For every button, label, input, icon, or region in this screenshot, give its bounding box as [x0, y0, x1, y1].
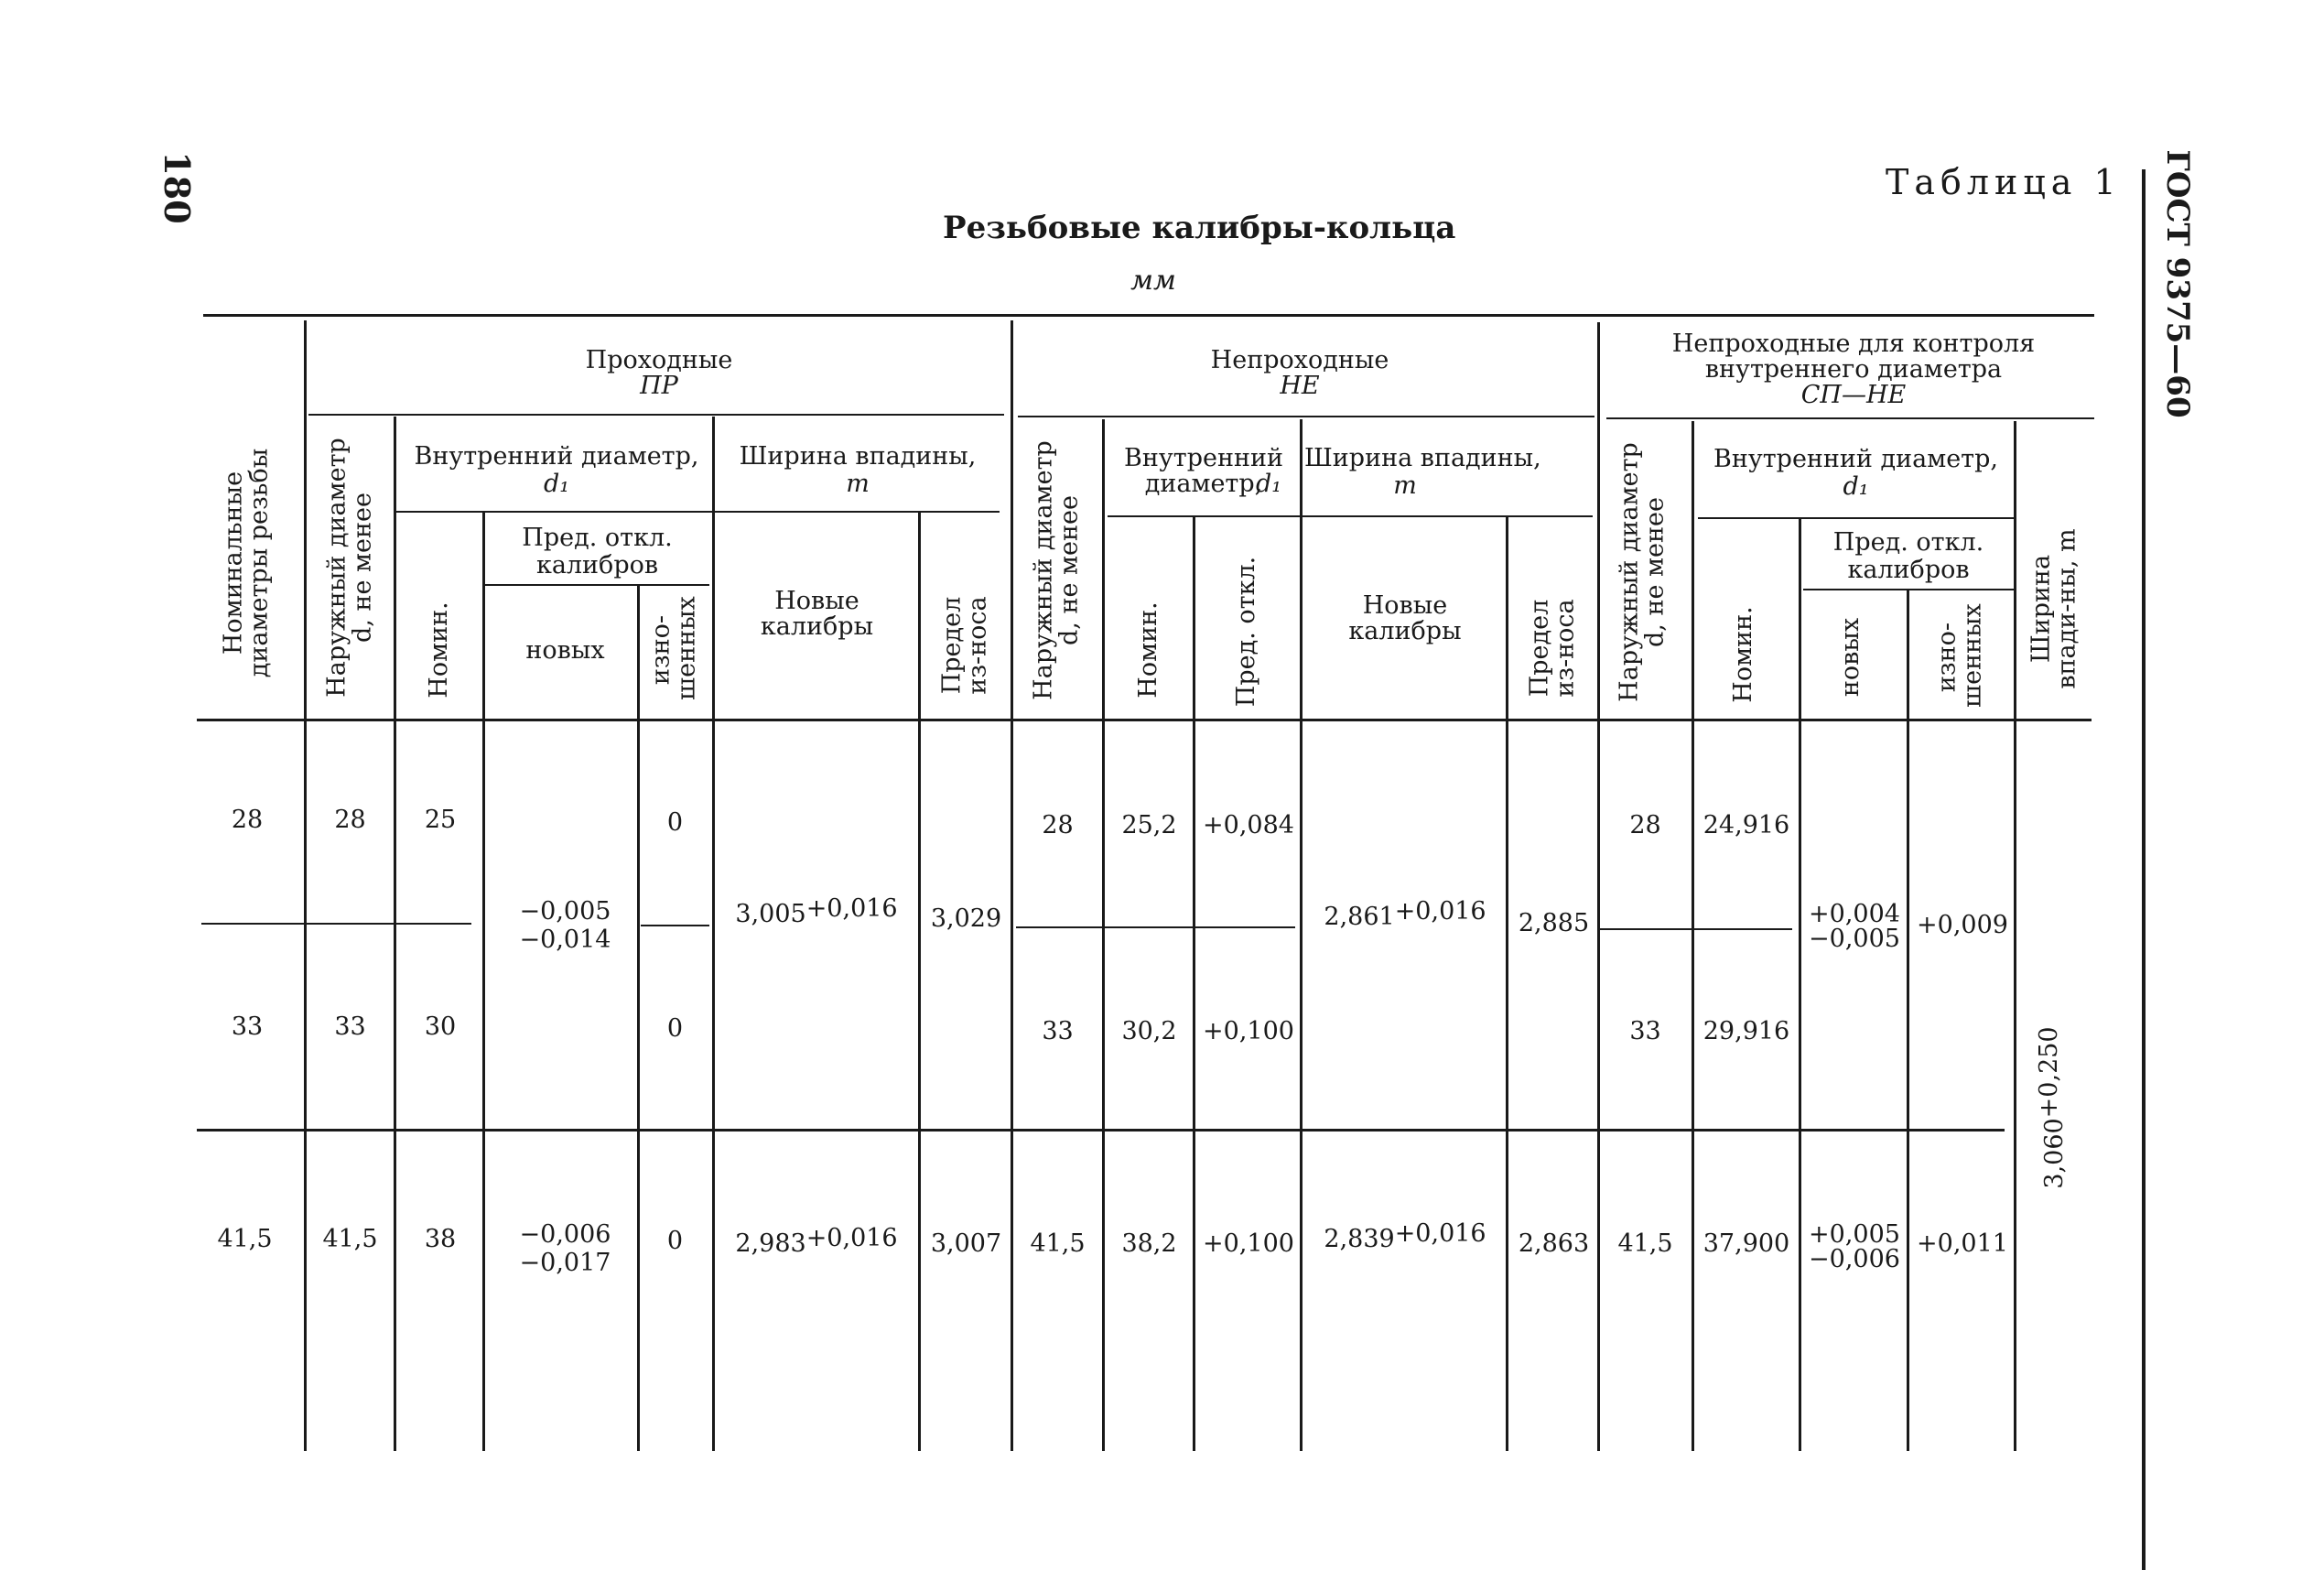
go-dev-rule: [485, 584, 709, 586]
cell-nominal-28: 28: [231, 806, 264, 834]
nogo-width-tolerance: +0,016: [1394, 1219, 1486, 1248]
row-sep-2: [197, 1129, 2005, 1131]
nogo-sub-rule: [1108, 515, 1593, 517]
cell-nogo-outer-33: 33: [1042, 1017, 1074, 1045]
table-top-rule: [203, 314, 2094, 317]
header-sp-title: Непроходные для контроля внутреннего диаметра: [1671, 330, 2036, 384]
header-sp-code: СП—НЕ: [1800, 381, 1907, 409]
cell-nogo-dev-33: +0,100: [1203, 1017, 1294, 1045]
cell-go-worn-33: 0: [666, 1014, 684, 1043]
col-rule: [712, 417, 715, 1451]
cell-sp-dev-new-41-5: [1803, 1222, 1906, 1272]
header-go-width-limit: Предел из-носа: [937, 596, 992, 695]
col-rule: [637, 584, 640, 1451]
header-go-dev: Пред. откл. калибров: [522, 524, 673, 579]
nogo-width-tolerance: +0,016: [1394, 897, 1486, 926]
cell-nominal-41-5: 41,5: [217, 1225, 273, 1253]
col-rule: [304, 320, 307, 1451]
header-go-dev-new: новых: [525, 636, 605, 665]
cell-go-dev-new-41-5: [494, 1220, 636, 1277]
cell-nogo-limit-group1: 2,885: [1518, 909, 1590, 937]
sp-dev-new-lower: −0,005: [1809, 925, 1900, 953]
header-sp-nomin: Номин.: [1728, 606, 1757, 703]
gost-code: ГОСТ 9375—60: [2158, 149, 2196, 418]
cell-go-outer-41-5: 41,5: [322, 1225, 378, 1253]
header-go-nomin: Номин.: [424, 601, 453, 698]
col-rule: [1011, 320, 1013, 1451]
nogo-width-value: 2,839: [1324, 1225, 1395, 1253]
cell-sp-nomin-28: 24,916: [1702, 811, 1790, 839]
header-sp-outer: Наружный диаметр d, не менее: [1615, 442, 1670, 702]
col-rule: [1799, 517, 1801, 1451]
cell-nogo-dev-28: +0,084: [1203, 811, 1294, 839]
nogo-width-value: 2,861: [1324, 903, 1395, 931]
cell-nogo-outer-28: 28: [1042, 811, 1074, 839]
cell-go-nomin-28: 25: [424, 806, 457, 834]
header-nogo-dev: Пред. откл.: [1231, 556, 1260, 708]
col-rule: [1506, 517, 1508, 1451]
header-nogo-outer: Наружный диаметр d, не менее: [1029, 440, 1084, 700]
cell-nogo-nomin-33: 30,2: [1121, 1017, 1177, 1045]
right-margin-rule: [2142, 169, 2146, 1570]
sp-dev-new-lower: −0,006: [1809, 1245, 1900, 1273]
go-dev-new-upper: −0,006: [519, 1220, 611, 1249]
sp-dev-new-upper: +0,004: [1809, 900, 1900, 928]
cell-nogo-outer-41-5: 41,5: [1030, 1229, 1086, 1258]
go-dev-new-lower: −0,014: [519, 926, 611, 954]
header-go-width-sym: m: [846, 470, 870, 498]
col-rule: [1907, 590, 1909, 1451]
sp-width-value: 3,060: [2039, 1118, 2069, 1189]
col-rule: [1102, 419, 1105, 1451]
col-rule: [1300, 419, 1303, 1451]
cell-nominal-33: 33: [231, 1012, 264, 1041]
header-sp-dev-worn: изно-шенных: [1932, 603, 1987, 708]
header-go-inner: Внутренний диаметр,: [414, 442, 699, 471]
cell-sp-nomin-41-5: 37,900: [1702, 1229, 1790, 1258]
header-sp-inner: Внутренний диаметр,: [1713, 445, 1998, 473]
cell-nogo-nomin-41-5: 38,2: [1121, 1229, 1177, 1258]
header-nogo-code: НЕ: [1280, 372, 1320, 400]
table-title: Резьбовые калибры-кольца: [943, 210, 1456, 246]
row-sep-1a: [201, 923, 471, 925]
sp-sub-rule: [1698, 517, 2014, 519]
cell-go-nomin-33: 30: [424, 1012, 457, 1041]
header-sp-dev-new: новых: [1835, 617, 1865, 698]
header-nogo-width-new: Новые калибры: [1348, 591, 1462, 646]
header-nogo-nomin: Номин.: [1133, 601, 1162, 698]
col-rule: [1597, 322, 1600, 1451]
cell-go-outer-28: 28: [334, 806, 366, 834]
sp-header-rule: [1606, 417, 2094, 419]
cell-sp-dev-worn-group1: +0,009: [1917, 911, 2008, 939]
header-nogo-inner-sym: d₁: [1256, 470, 1282, 498]
row-sep-1b: [641, 925, 709, 926]
col-rule: [1692, 421, 1694, 1451]
cell-go-limit-41-5: 3,007: [930, 1229, 1002, 1258]
header-nogo-inner: Внутренний диаметр,: [1124, 444, 1283, 499]
header-sp-inner-sym: d₁: [1843, 472, 1869, 501]
header-go-outer: Наружный диаметр d, не менее: [322, 438, 377, 698]
cell-sp-outer-41-5: 41,5: [1617, 1229, 1673, 1258]
header-sp-dev: Пред. откл. калибров: [1832, 528, 1984, 584]
cell-go-dev-new-group1: [494, 897, 636, 954]
row-sep-1c: [1016, 926, 1295, 928]
nogo-header-rule: [1018, 416, 1594, 417]
go-width-tolerance: +0,016: [805, 894, 898, 923]
page-number: 180: [156, 151, 198, 224]
cell-go-nomin-41-5: 38: [424, 1225, 457, 1253]
cell-nogo-limit-41-5: 2,863: [1518, 1229, 1590, 1258]
cell-go-width-group1: [716, 894, 917, 928]
sp-dev-new-upper: +0,005: [1809, 1220, 1900, 1249]
go-sub-rule: [395, 511, 1000, 513]
go-width-value: 2,983: [735, 1229, 806, 1258]
cell-sp-dev-worn-41-5: +0,011: [1917, 1229, 2008, 1258]
go-dev-new-upper: −0,005: [519, 897, 611, 926]
header-nogo-title: Непроходные: [1210, 346, 1389, 374]
col-rule: [918, 511, 921, 1451]
go-width-tolerance: +0,016: [805, 1224, 898, 1252]
header-go-dev-worn: изно-шенных: [646, 596, 701, 700]
cell-sp-width-all: [2034, 1026, 2069, 1189]
cell-sp-outer-28: 28: [1629, 811, 1661, 839]
header-go-title: Проходные: [585, 346, 733, 374]
header-nominal-diam: Номинальные диаметры резьбы: [219, 448, 274, 678]
header-go-code: ПР: [640, 372, 678, 400]
cell-nogo-nomin-28: 25,2: [1121, 811, 1177, 839]
sp-width-tolerance: +0,250: [2034, 1026, 2063, 1119]
cell-sp-dev-new-group1: [1803, 902, 1906, 951]
header-go-width: Ширина впадины,: [739, 442, 977, 471]
col-rule: [394, 417, 396, 1451]
go-dev-new-lower: −0,017: [519, 1249, 611, 1277]
cell-go-limit-group1: 3,029: [930, 904, 1002, 933]
header-nogo-width: Ширина впадины,: [1304, 444, 1541, 472]
col-rule: [2014, 421, 2016, 1451]
header-bottom-rule: [197, 719, 2092, 721]
col-rule: [1193, 515, 1195, 1451]
cell-sp-outer-33: 33: [1629, 1017, 1661, 1045]
go-header-rule: [308, 414, 1004, 416]
table-label: Таблица 1: [1886, 162, 2122, 202]
header-go-inner-sym: d₁: [543, 470, 570, 498]
header-nogo-width-limit: Предел из-носа: [1525, 599, 1580, 698]
cell-go-worn-28: 0: [666, 808, 684, 837]
col-rule: [482, 511, 485, 1451]
header-go-width-new: Новые калибры: [760, 587, 874, 642]
cell-nogo-dev-41-5: +0,100: [1203, 1229, 1294, 1258]
cell-go-outer-33: 33: [334, 1012, 366, 1041]
header-sp-width: Ширина впади-ны, m: [2027, 528, 2081, 689]
header-nogo-width-sym: m: [1393, 471, 1417, 500]
cell-nogo-width-41-5: [1304, 1219, 1506, 1253]
row-sep-1d: [1600, 928, 1792, 930]
cell-sp-nomin-33: 29,916: [1702, 1017, 1790, 1045]
cell-go-worn-41-5: 0: [666, 1227, 684, 1255]
cell-go-width-41-5: [716, 1224, 917, 1258]
cell-nogo-width-group1: [1304, 897, 1506, 931]
units: мм: [1130, 265, 1176, 297]
go-width-value: 3,005: [735, 900, 806, 928]
